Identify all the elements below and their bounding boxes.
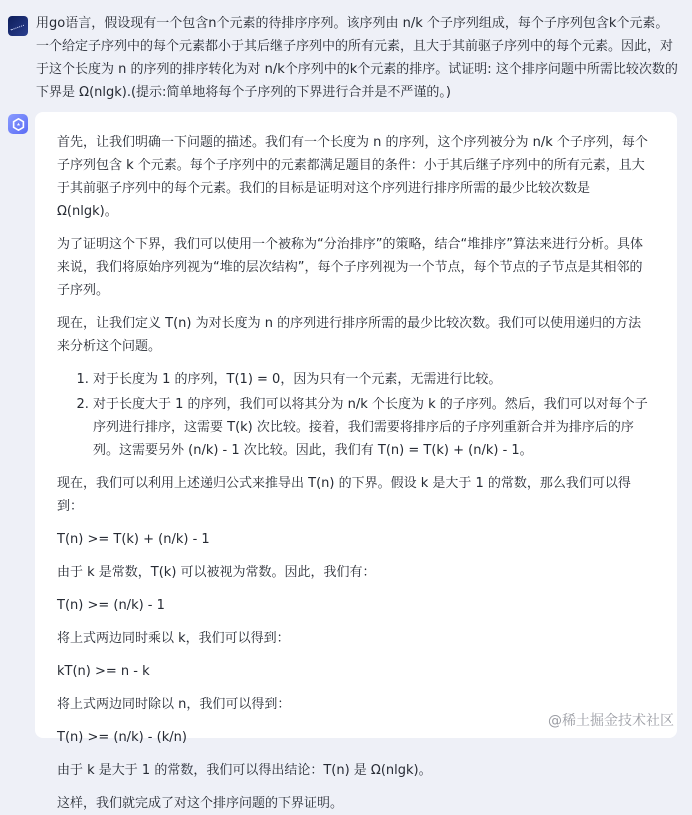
answer-paragraph: 首先，让我们明确一下问题的描述。我们有一个长度为 n 的序列，这个序列被分为 n/k 个子序列，每个子序列包含 k 个元素。每个子序列中的元素都满足题目的条件：小于其后继子序列中的所有元素，且大于其前驱子序列中的每个元素。我们的目标是证明对这个序列进行排序所需的最少比较次数是 Ω(nlgk)。 bbox=[57, 135, 648, 219]
answer-paragraph: 将上式两边同时乘以 k，我们可以得到： bbox=[57, 631, 290, 646]
watermark: @稀土掘金技术社区 bbox=[548, 713, 674, 729]
answer-paragraph: 这样，我们就完成了对这个排序问题的下界证明。 bbox=[57, 796, 344, 811]
user-avatar bbox=[8, 16, 28, 36]
bot-answer-card bbox=[35, 112, 677, 811]
answer-paragraph: 将上式两边同时除以 n，我们可以得到： bbox=[57, 697, 291, 712]
answer-paragraph: 由于 k 是常数，T(k) 可以被视为常数。因此，我们有： bbox=[57, 565, 376, 580]
list-item: 1. 对于长度为 1 的序列，T(1) = 0，因为只有一个元素，无需进行比较。 bbox=[93, 368, 653, 391]
formula: T(n) >= T(k) + (n/k) - 1 bbox=[57, 532, 210, 547]
formula: T(n) >= (n/k) - (k/n) bbox=[57, 730, 187, 745]
answer-paragraph: 现在，我们可以利用上述递归公式来推导出 T(n) 的下界。假设 k 是大于 1 的常数，那么我们可以得到： bbox=[57, 476, 631, 514]
bot-avatar-icon bbox=[8, 114, 28, 134]
formula: kT(n) >= n - k bbox=[57, 664, 150, 679]
user-message-text: 用go语言，假设现有一个包含n个元素的待排序序列。该序列由 n/k 个子序列组成，每个子序列包含k个元素。一个给定子序列中的每个元素都小于其后继子序列中的所有元素，且大于其前驱子序列中的每个元素。因此，对于这个长度为 n 的序列的排序转化为对 n/k个序列中的k个元素的排序。试证明: 这个排序问题中所需比较次数的下界是 Ω(nlgk).(提示:简单地将每个子序列的下界进行合并是不严谨的。) bbox=[36, 16, 678, 100]
answer-paragraph: 由于 k 是大于 1 的常数，我们可以得出结论：T(n) 是 Ω(nlgk)。 bbox=[57, 763, 432, 778]
answer-list bbox=[57, 368, 653, 462]
formula: T(n) >= (n/k) - 1 bbox=[57, 598, 165, 613]
answer-paragraph: 现在，让我们定义 T(n) 为对长度为 n 的序列进行排序所需的最少比较次数。我们可以使用递归的方法来分析这个问题。 bbox=[57, 316, 642, 354]
user-message bbox=[8, 12, 678, 104]
answer-paragraph: 为了证明这个下界，我们可以使用一个被称为“分治排序”的策略，结合“堆排序”算法来进行分析。具体来说，我们将原始序列视为“堆的层次结构”，每个子序列视为一个节点，每个节点的子节点是其相邻的子序列。 bbox=[57, 237, 643, 298]
list-item: 2. 对于长度大于 1 的序列，我们可以将其分为 n/k 个长度为 k 的子序列。然后，我们可以对每个子序列进行排序，这需要 T(k) 次比较。接着，我们需要将排序后的子序列重新合并为排序后的序列。这需要另外 (n/k) - 1 次比较。因此，我们有 T(n) = T(k) + (n/k) - 1。 bbox=[93, 393, 653, 462]
